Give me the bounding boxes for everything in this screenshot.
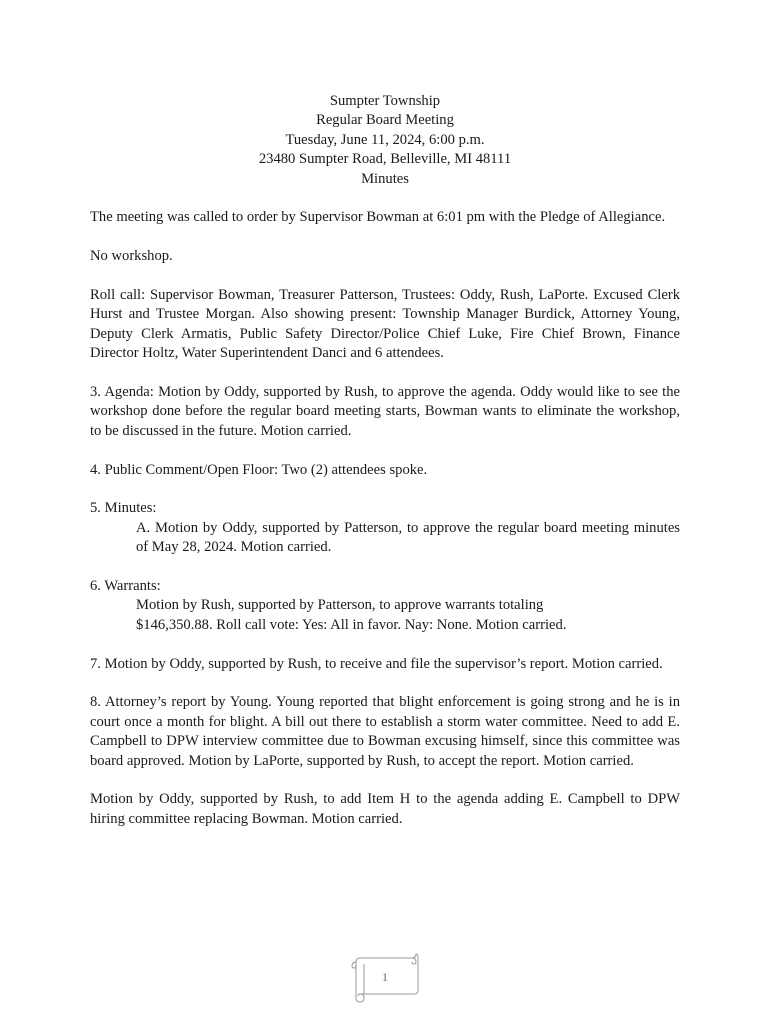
- agenda-item-6-line-2: $146,350.88. Roll call vote: Yes: All in favor. Nay: None. Motion carried.: [136, 616, 567, 633]
- document-header: [90, 92, 680, 189]
- agenda-item-6-title: 6. Warrants:: [90, 578, 161, 595]
- page-number: 1: [382, 970, 388, 984]
- meeting-datetime: Tuesday, June 11, 2024, 6:00 p.m.: [285, 131, 485, 148]
- agenda-item-8: 8. Attorney’s report by Young. Young reported that blight enforcement is going strong and he is in court once a month for blight. A bill out there to establish a storm water committee. Need to add E. Campbell to DPW interview committee due to Bowman excusing himself, since this committee was board approved. Motion by LaPorte, supported by Rush, to accept the report. Motion carried.: [90, 694, 680, 769]
- agenda-item-4: 4. Public Comment/Open Floor: Two (2) attendees spoke.: [90, 461, 428, 478]
- agenda-item-6-line-1: Motion by Rush, supported by Patterson, to approve warrants totaling: [136, 597, 544, 614]
- agenda-item-5-a: A. Motion by Oddy, supported by Patterson, to approve the regular board meeting minutes of May 28, 2024. Motion carried.: [136, 519, 680, 556]
- township-name: Sumpter Township: [329, 93, 441, 109]
- document-type: Minutes: [361, 170, 409, 187]
- item-h-motion: Motion by Oddy, supported by Rush, to add Item H to the agenda adding E. Campbell to DPW hiring committee replacing Bowman. Motion carried.: [90, 791, 680, 827]
- roll-call-paragraph: Roll call: Supervisor Bowman, Treasurer Patterson, Trustees: Oddy, Rush, LaPorte. Excused Clerk Hurst and Trustee Morgan. Also showing present: Township Manager Burdick, Attorney Young, Deputy Clerk Armatis, Public Safety Director/Police Chief Luke, Fire Chief Brown, Finance Director Holtz, Water Superintendent Danci and 6 attendees.: [90, 287, 680, 362]
- document-body: [90, 92, 680, 829]
- call-to-order-paragraph: The meeting was called to order by Supervisor Bowman at 6:01 pm with the Pledge of Allegiance.: [90, 209, 666, 226]
- meeting-type: Regular Board Meeting: [316, 112, 454, 129]
- meeting-address: 23480 Sumpter Road, Belleville, MI 48111: [258, 151, 512, 168]
- agenda-item-5-title: 5. Minutes:: [90, 500, 157, 517]
- agenda-item-3: 3. Agenda: Motion by Oddy, supported by Rush, to approve the agenda. Oddy would like to see the workshop done before the regular board meeting starts, Bowman wants to eliminate the workshop, to be discussed in the future. Motion carried.: [90, 384, 680, 439]
- workshop-paragraph: No workshop.: [90, 248, 173, 265]
- page-footer: [350, 952, 420, 1004]
- agenda-item-7: 7. Motion by Oddy, supported by Rush, to receive and file the supervisor’s report. Motion carried.: [90, 655, 663, 672]
